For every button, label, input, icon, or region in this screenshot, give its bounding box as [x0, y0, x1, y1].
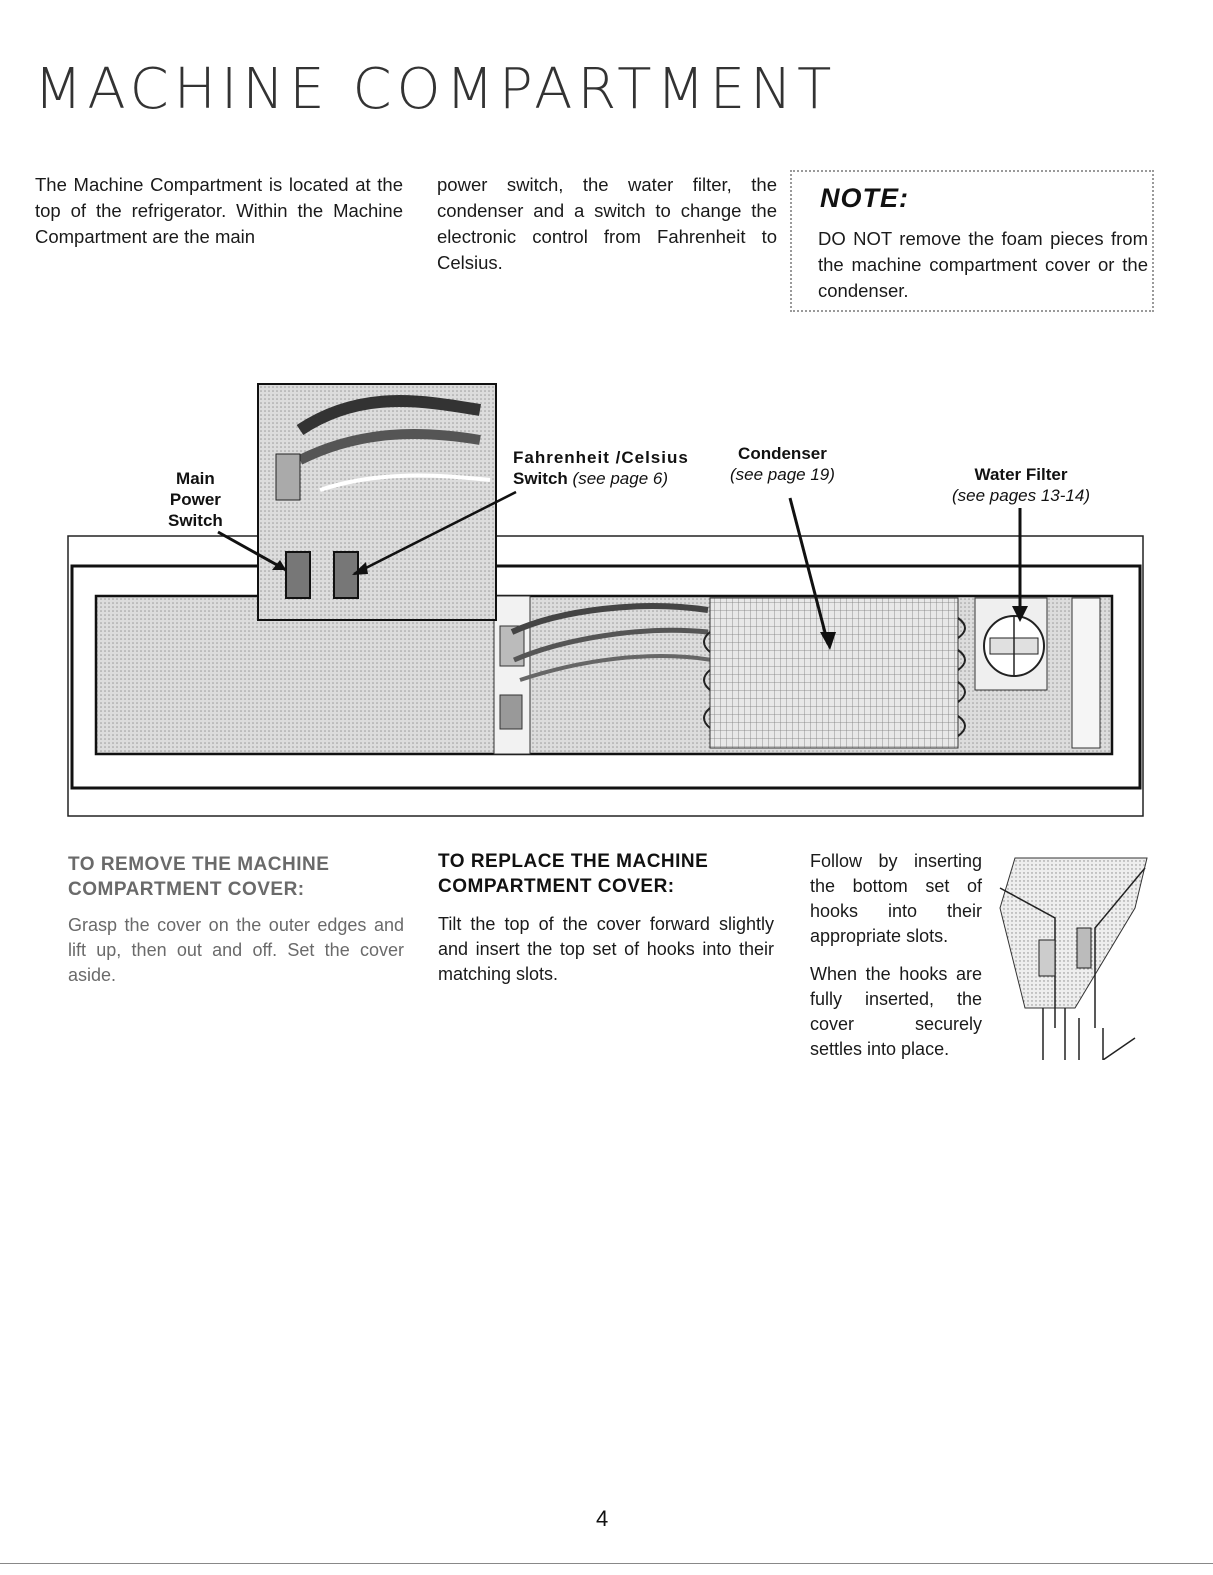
label-condenser-title: Condenser [738, 444, 827, 463]
replace-heading-line2: COMPARTMENT COVER: [438, 876, 675, 897]
label-main: Main [176, 469, 215, 488]
page-title: MACHINE COMPARTMENT [34, 57, 837, 122]
label-condenser-ref: (see page 19) [730, 465, 835, 484]
note-title: NOTE: [820, 183, 909, 213]
replace-body: Tilt the top of the cover forward slightly and insert the top set of hooks into their matching slots. [438, 914, 774, 984]
label-fc-name: Switch [513, 469, 568, 488]
replace-heading-line1: TO REPLACE THE MACHINE [438, 851, 709, 872]
page-number: 4 [596, 1506, 609, 1531]
remove-body: Grasp the cover on the outer edges and lift up, then out and off. Set the cover aside. [68, 915, 404, 985]
machine-compartment-diagram [0, 370, 1213, 830]
label-fc-title: Fahrenheit /Celsius [513, 448, 689, 467]
remove-heading-line1: TO REMOVE THE MACHINE [68, 854, 330, 875]
label-water-filter [950, 464, 1092, 506]
label-water-filter-title: Water Filter [974, 465, 1068, 484]
label-main-power-switch [168, 468, 223, 531]
follow-para-1: Follow by inserting the bottom set of hooks into their appropriate slots. [810, 851, 982, 946]
footer-rule [0, 1563, 1213, 1564]
label-condenser [730, 443, 835, 485]
hook-illustration [995, 848, 1155, 1060]
remove-heading-line2: COMPARTMENT COVER: [68, 879, 305, 900]
follow-para-2: When the hooks are fully inserted, the cover securely settles into place. [810, 964, 982, 1059]
intro-column-1: The Machine Compartment is located at the top of the refrigerator. Within the Machine Compartment are the main [35, 174, 403, 247]
label-power: Power [169, 490, 221, 509]
intro-column-2: power switch, the water filter, the condenser and a switch to change the electronic control from Fahrenheit to Celsius. [437, 174, 777, 273]
remove-heading [68, 852, 408, 902]
label-fc-name-line [513, 468, 689, 489]
label-fc-ref: (see page 6) [572, 469, 668, 488]
replace-heading [438, 849, 778, 899]
label-switch: Switch [168, 511, 223, 530]
label-water-filter-ref: (see pages 13-14) [952, 486, 1090, 505]
note-body: DO NOT remove the foam pieces from the machine compartment cover or the condenser. [818, 228, 1148, 301]
label-fc-switch [513, 447, 689, 489]
